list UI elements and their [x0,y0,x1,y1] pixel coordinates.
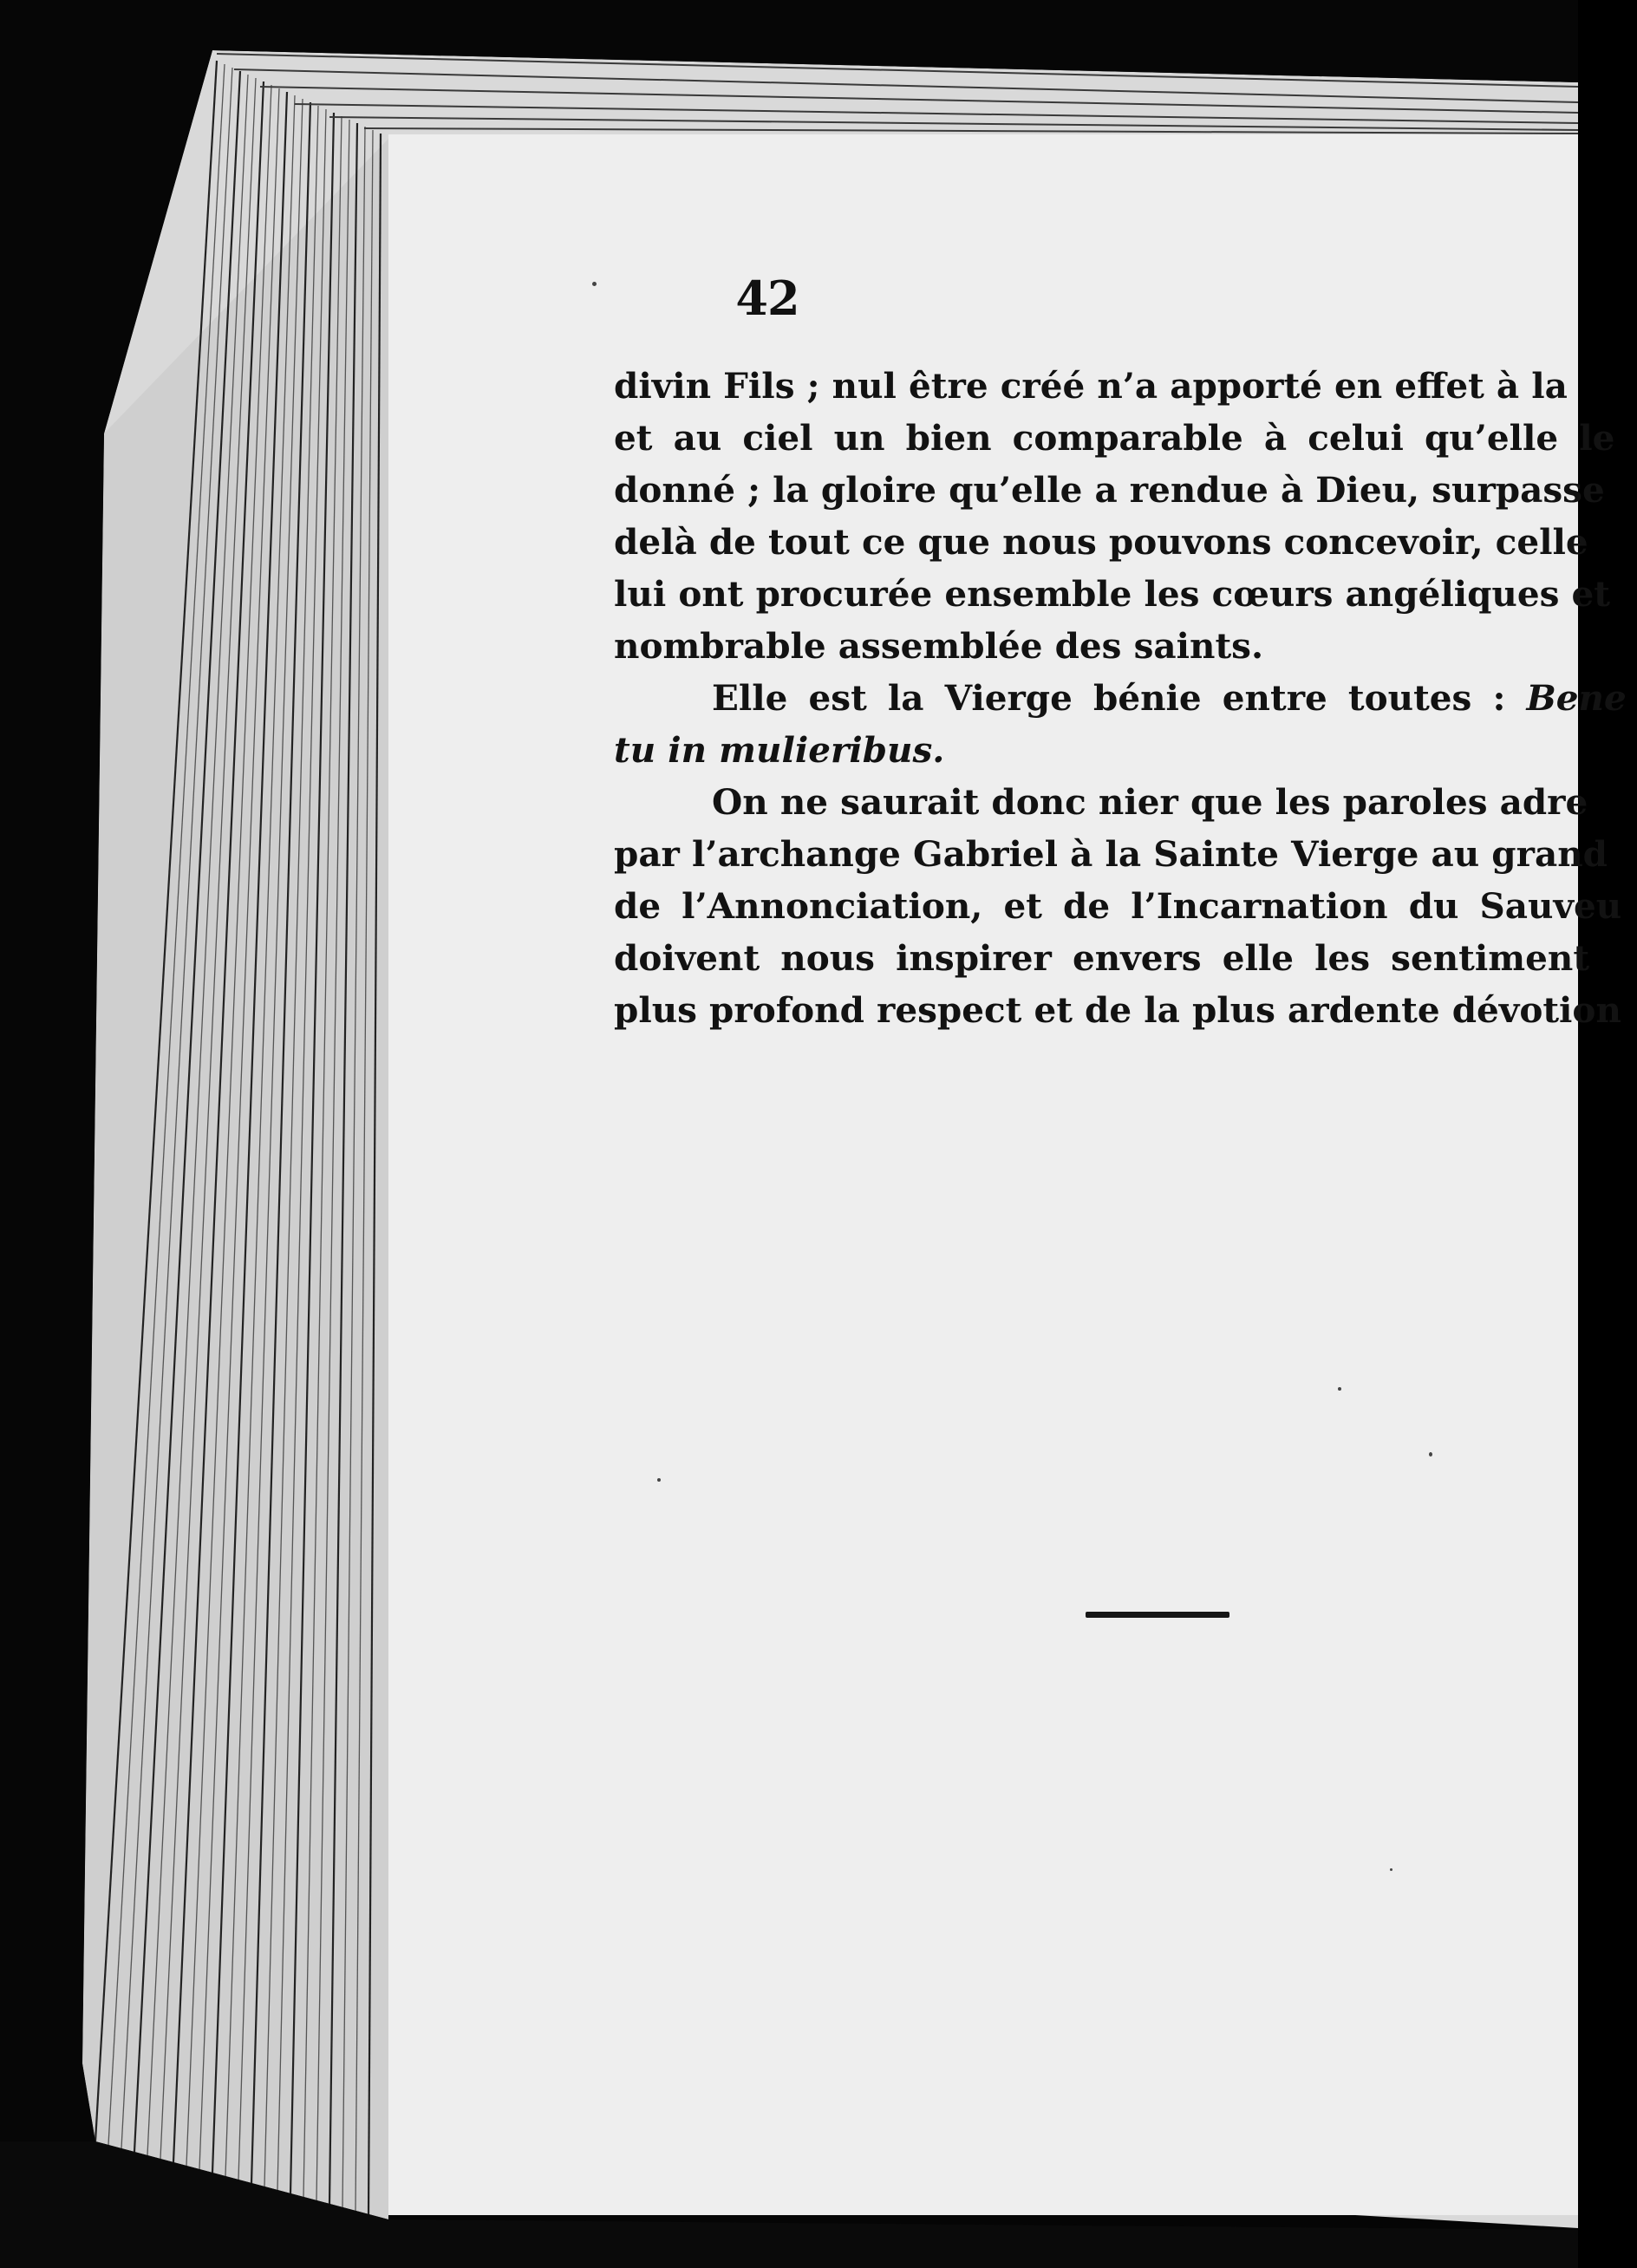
section-divider [1086,1612,1229,1618]
text-line: de l’Annonciation, et de l’Incarnation du Sauveu [614,885,1622,927]
text-span: Elle est la Vierge bénie entre toutes : [712,677,1527,719]
page-speck [1390,1868,1392,1871]
text-line: par l’archange Gabriel à la Sainte Vierge au grand [614,833,1608,875]
text-line: delà de tout ce que nous pouvons concevoir, celle [614,521,1588,563]
body-text [614,360,1637,1036]
text-line: divin Fils ; nul être créé n’a apporté en effet à la [614,365,1568,407]
italic-text: Bene [1526,677,1627,719]
text-line: tu in mulieribus. [614,729,945,771]
page-speck [1338,1387,1341,1391]
text-line: lui ont procurée ensemble les cœurs angéliques et [614,573,1611,615]
text-line: doivent nous inspirer envers elle les sentiment [614,937,1590,979]
text-line: donné ; la gloire qu’elle a rendue à Dieu, surpasse [614,469,1605,511]
text-line: et au ciel un bien comparable à celui qu’elle le [614,417,1615,459]
page-speck [657,1478,661,1482]
text-line: plus profond respect et de la plus ardente dévotion [614,989,1621,1031]
page-speck [592,282,597,286]
text-line: On ne saurait donc nier que les paroles adre [712,781,1588,823]
page-speck [1429,1452,1432,1457]
text-line: nombrable assemblée des saints. [614,625,1264,667]
text-line [614,672,1637,724]
page-number: 42 [735,270,799,326]
